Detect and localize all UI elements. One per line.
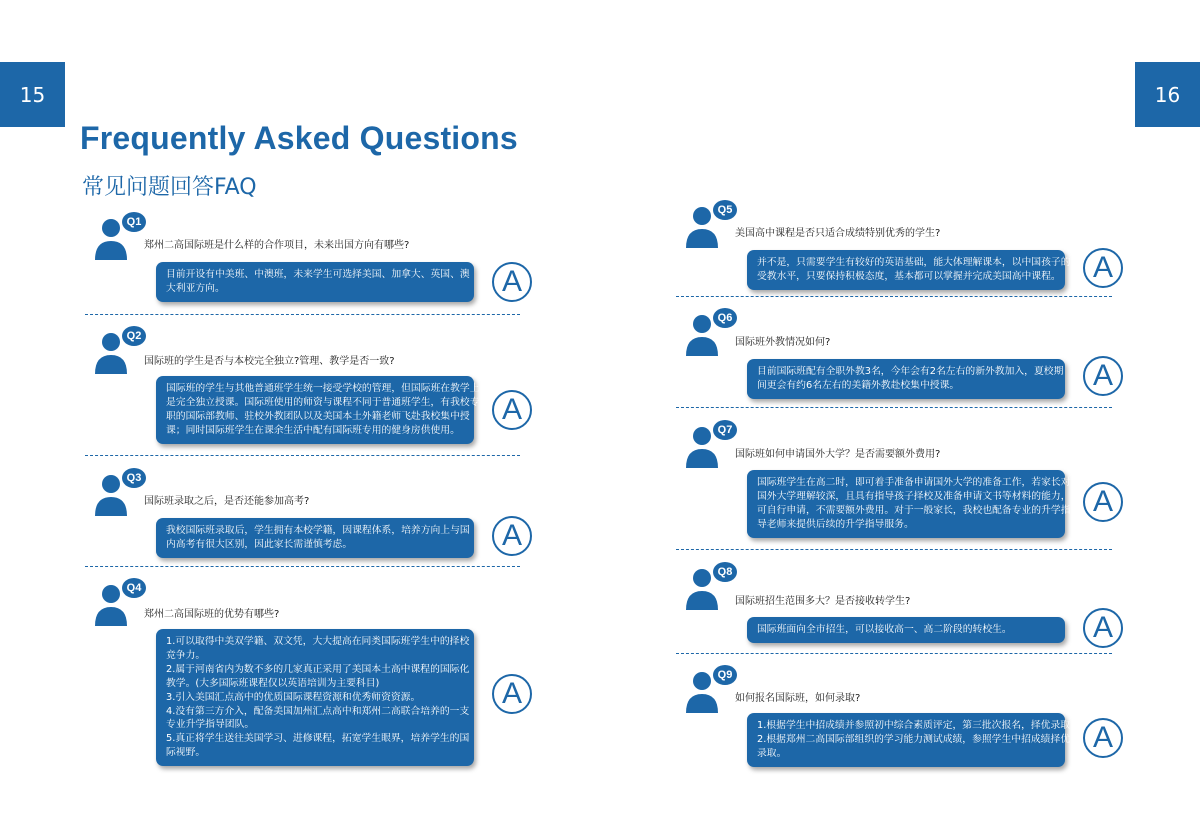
answer-box [747, 713, 1080, 767]
answer-line: 录取。 [757, 747, 787, 759]
question-text: 郑州二高国际班是什么样的合作项目，未来出国方向有哪些? [144, 240, 410, 251]
question-text: 国际班招生范围多大？是否接收转学生? [735, 596, 911, 607]
question-number-badge: Q7 [713, 420, 737, 440]
answer-line: 际视野。 [166, 747, 206, 759]
answer-box [156, 376, 480, 444]
divider-dashed [676, 549, 1112, 550]
question-number-badge: Q2 [122, 326, 146, 346]
question-number-badge: Q9 [713, 665, 737, 685]
answer-line: 职的国际部教师、驻校外教团队以及美国本土外籍老师飞赴我校集中授 [166, 410, 470, 422]
answer-line: 5.真正将学生送往美国学习、进修课程，拓宽学生眼界，培养学生的国 [166, 733, 470, 745]
answer-box [747, 617, 1065, 643]
answer-line: 是完全独立授课。国际班使用的师资与课程不同于普通班学生，有我校专 [166, 396, 480, 408]
divider-dashed [676, 407, 1112, 408]
answer-line: 大利亚方向。 [166, 282, 225, 294]
answer-line: 导老师来提供后续的升学指导服务。 [757, 518, 914, 530]
answer-badge-icon: A [1083, 356, 1123, 396]
answer-line: 1.可以取得中美双学籍、双文凭，大大提高在同类国际班学生中的择校 [166, 636, 470, 647]
faq-item-q7 [685, 420, 1125, 544]
faq-item-q6 [685, 308, 1125, 400]
page-title-chinese: 常见问题回答FAQ [82, 175, 257, 200]
question-number-badge: Q5 [713, 200, 737, 220]
question-text: 国际班的学生是否与本校完全独立?管理、教学是否一致? [144, 356, 395, 367]
question-text: 国际班外教情况如何? [735, 337, 831, 348]
answer-box [156, 262, 474, 302]
page-title-english: Frequently Asked Questions [80, 120, 518, 156]
answer-box [747, 359, 1065, 399]
faq-item-q9 [685, 665, 1125, 769]
answer-line: 受教水平，只要保持积极态度，基本都可以掌握并完成美国高中课程。 [757, 270, 1061, 282]
divider-dashed [85, 566, 520, 567]
faq-item-q2 [94, 326, 534, 450]
question-number-badge: Q6 [713, 308, 737, 328]
question-text: 如何报名国际班，如何录取? [735, 693, 861, 704]
answer-line: 1.根据学生中招成绩并参照初中综合素质评定，第三批次报名，择优录取； [757, 720, 1080, 731]
answer-badge-icon: A [1083, 608, 1123, 648]
answer-line: 内高考有很大区别，因此家长需谨慎考虑。 [166, 538, 353, 550]
answer-line: 目前国际班配有全职外教3名，今年会有2名左右的新外教加入，夏校期 [757, 366, 1064, 377]
answer-box [156, 518, 474, 558]
faq-item-q1 [94, 212, 534, 304]
answer-line: 教学。(大多国际班课程仅以英语培训为主要科目) [166, 677, 380, 689]
answer-box [747, 250, 1071, 290]
faq-item-q4 [94, 578, 534, 770]
answer-line: 可自行申请，不需要额外费用。对于一般家长，我校也配备专业的升学指 [757, 504, 1071, 516]
answer-badge-icon: A [492, 390, 532, 430]
answer-line: 国际班面向全市招生，可以接收高一、高二阶段的转校生。 [757, 624, 1012, 635]
answer-line: 4.没有第三方介入，配备美国加州汇点高中和郑州二高联合培养的一支 [166, 705, 470, 717]
question-text: 美国高中课程是否只适合成绩特别优秀的学生? [735, 228, 941, 239]
divider-dashed [85, 314, 520, 315]
question-text: 郑州二高国际班的优势有哪些? [144, 609, 280, 620]
answer-badge-icon: A [492, 516, 532, 556]
divider-dashed [676, 653, 1112, 654]
answer-line: 专业升学指导团队。 [166, 719, 255, 731]
answer-line: 3.引入美国汇点高中的优质国际课程资源和优秀师资资源。 [166, 691, 421, 703]
question-number-badge: Q8 [713, 562, 737, 582]
answer-line: 国外大学理解较深，且具有指导孩子择校及准备申请文书等材料的能力， [757, 490, 1071, 502]
answer-line: 并不是，只需要学生有较好的英语基础，能大体理解课本，以中国孩子的 [757, 257, 1071, 268]
question-number-badge: Q1 [122, 212, 146, 232]
answer-badge-icon: A [492, 674, 532, 714]
divider-dashed [676, 296, 1112, 297]
answer-badge-icon: A [492, 262, 532, 302]
answer-line: 间更会有约6名左右的美籍外教赴校集中授课。 [757, 379, 960, 391]
answer-line: 目前开设有中美班、中澳班，未来学生可选择美国、加拿大、英国、澳 [166, 269, 470, 280]
answer-line: 课；同时国际班学生在课余生活中配有国际班专用的健身房供使用。 [166, 424, 460, 436]
faq-item-q8 [685, 562, 1125, 646]
answer-badge-icon: A [1083, 482, 1123, 522]
question-text: 国际班录取之后，是否还能参加高考? [144, 496, 310, 507]
page-number-left: 15 [0, 62, 65, 127]
faq-item-q3 [94, 468, 534, 560]
faq-item-q5 [685, 200, 1125, 292]
answer-badge-icon: A [1083, 248, 1123, 288]
answer-box [156, 629, 474, 766]
answer-line: 竞争力。 [166, 649, 206, 661]
question-number-badge: Q4 [122, 578, 146, 598]
answer-line: 2.属于河南省内为数不多的几家真正采用了美国本土高中课程的国际化 [166, 663, 470, 675]
divider-dashed [85, 455, 520, 456]
answer-line: 国际班的学生与其他普通班学生统一接受学校的管理，但国际班在教学上 [166, 383, 480, 394]
question-text: 国际班如何申请国外大学？是否需要额外费用? [735, 449, 941, 460]
answer-line: 国际班学生在高二时，即可着手准备申请国外大学的准备工作，若家长对 [757, 477, 1071, 488]
answer-badge-icon: A [1083, 718, 1123, 758]
answer-line: 2.根据郑州二高国际部组织的学习能力测试成绩，参照学生中招成绩择优 [757, 733, 1071, 745]
answer-box [747, 470, 1071, 538]
page-number-right: 16 [1135, 62, 1200, 127]
question-number-badge: Q3 [122, 468, 146, 488]
answer-line: 我校国际班录取后，学生拥有本校学籍，因课程体系，培养方向上与国 [166, 525, 470, 536]
